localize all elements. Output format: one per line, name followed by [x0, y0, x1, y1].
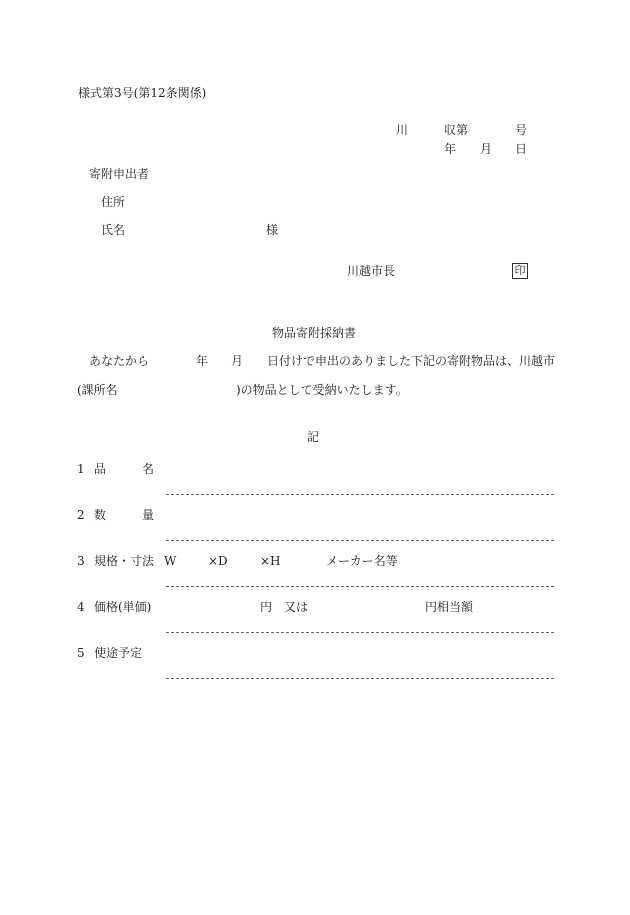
body-year: 年 [196, 354, 209, 368]
item-1-label-a: 品 [94, 462, 107, 476]
date-month: 月 [480, 142, 493, 156]
reference-shu: 収第 [444, 123, 469, 137]
item-4-fill-line [166, 632, 554, 633]
item-1-number: 1 [77, 462, 85, 476]
item-1-label-b: 名 [142, 462, 155, 476]
item-4-yen-equiv: 円相当額 [425, 600, 474, 614]
form-label: 様式第3号(第12条関係) [78, 86, 207, 100]
item-4-number: 4 [77, 600, 85, 614]
item-3-height: ×H [260, 554, 281, 568]
item-3-maker: メーカー名等 [326, 554, 398, 568]
item-2-label-b: 量 [142, 508, 155, 522]
honorific: 様 [266, 223, 279, 237]
body-line1-rest: 日付けで申出のありました下記の寄附物品は、川越市 [267, 354, 556, 368]
item-1-fill-line [166, 494, 554, 495]
item-3-fill-line [166, 586, 554, 587]
seal-mark: 印 [512, 263, 528, 279]
document-title: 物品寄附採納書 [272, 326, 357, 340]
item-5-label: 使途予定 [94, 646, 143, 660]
reference-prefix: 川 [396, 123, 409, 137]
body-month: 月 [231, 354, 244, 368]
reference-go: 号 [515, 123, 528, 137]
item-3-number: 3 [77, 554, 85, 568]
address-label: 住所 [101, 195, 126, 209]
item-3-width: W [164, 554, 177, 568]
name-label: 氏名 [101, 223, 126, 237]
date-year: 年 [444, 142, 457, 156]
body-line2-start: (課所名 [77, 383, 118, 397]
item-4-label: 価格(単価) [94, 600, 152, 614]
body-line1-start: あなたから [89, 354, 150, 368]
item-5-number: 5 [77, 646, 85, 660]
item-2-number: 2 [77, 508, 85, 522]
item-3-label: 規格・寸法 [94, 554, 155, 568]
issuer-title: 川越市長 [347, 264, 396, 278]
ki-label: 記 [307, 430, 320, 444]
recipient-heading: 寄附申出者 [89, 167, 150, 181]
item-4-or: 又は [284, 600, 309, 614]
item-4-yen: 円 [260, 600, 273, 614]
body-line2-rest: )の物品として受納いたします。 [236, 383, 408, 397]
date-day: 日 [515, 142, 528, 156]
item-2-label-a: 数 [94, 508, 107, 522]
item-2-fill-line [166, 540, 554, 541]
item-5-fill-line [166, 678, 554, 679]
item-3-depth: ×D [208, 554, 228, 568]
